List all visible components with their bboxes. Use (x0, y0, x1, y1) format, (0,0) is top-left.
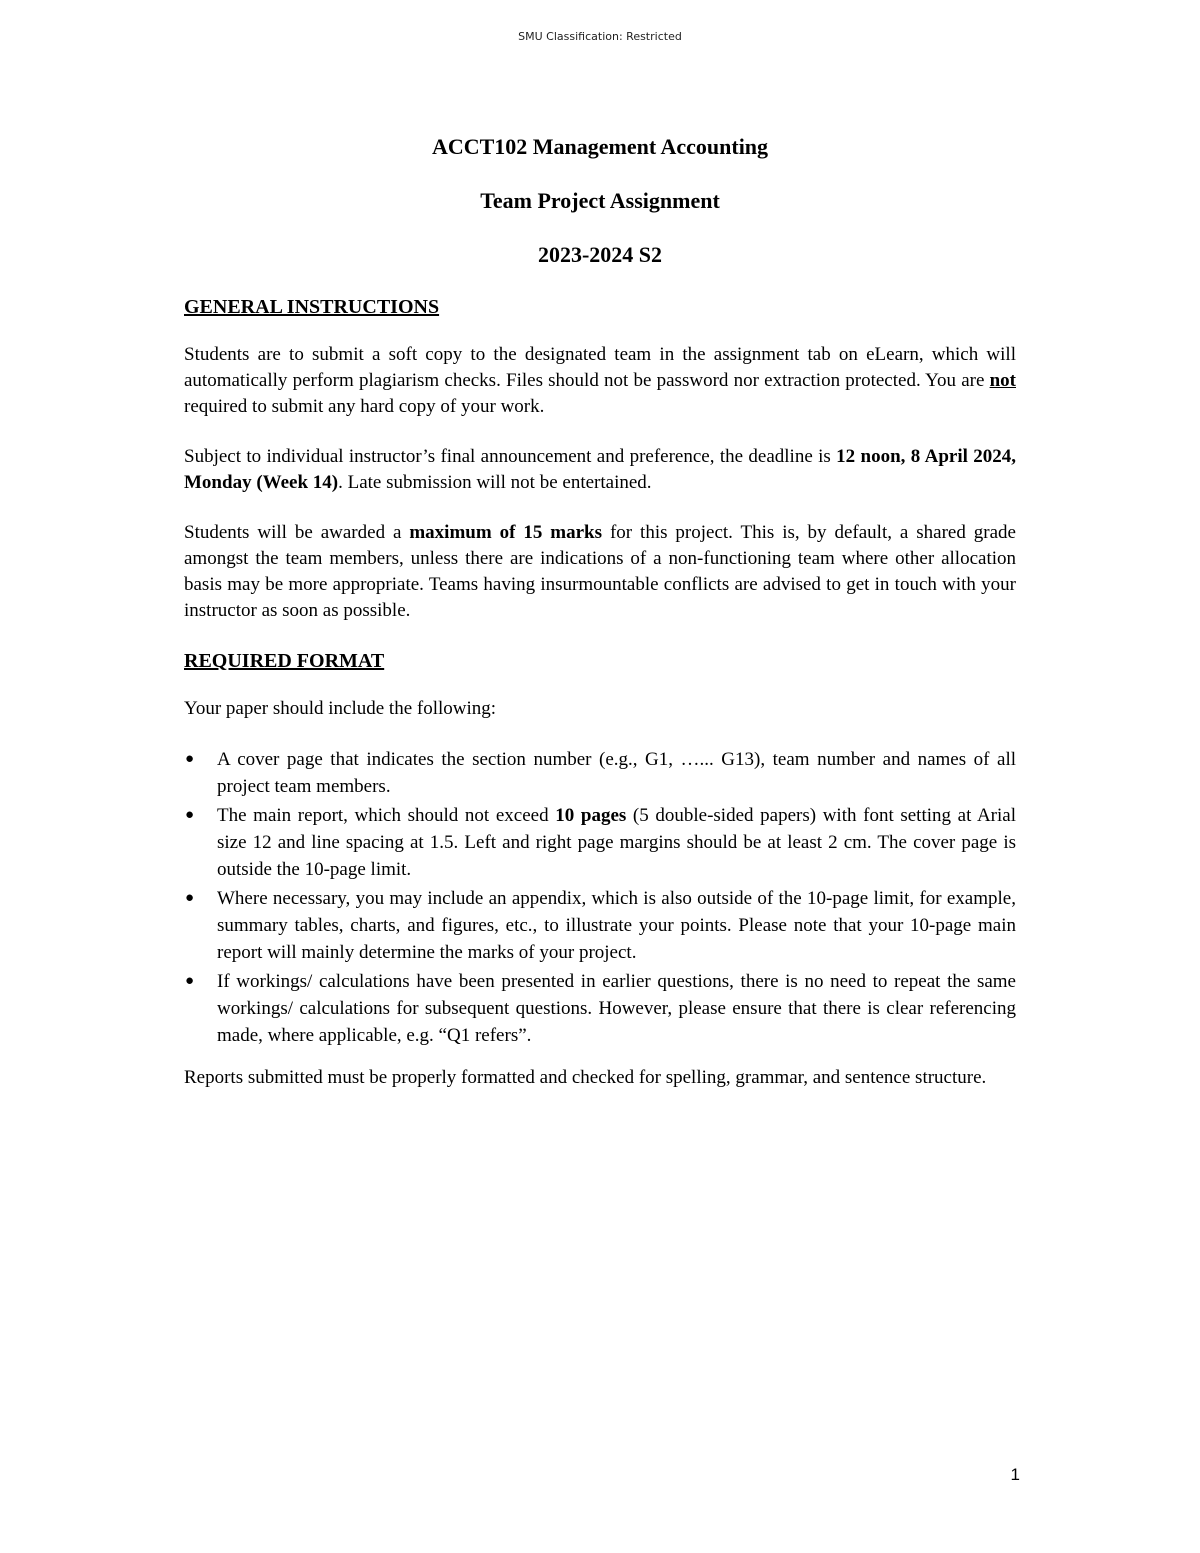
deadline-text: Subject to individual instructor’s final announcement and preference, the deadline is (184, 446, 837, 467)
list-item-text-end: (5 double-sided papers) with font setting at Arial size 12 and line spacing at 1.5. Left and right page margins should be at least 2 cm. The cover page is outside the 10-page limit. (217, 805, 1016, 880)
page-limit: 10 pages (555, 805, 627, 826)
term-title: 2023-2024 S2 (537, 242, 663, 267)
page-number: 1 (1010, 1465, 1020, 1484)
list-item-text: The main report, which should not exceed (217, 805, 556, 826)
emphasis-not: not (989, 370, 1016, 391)
bullet-icon: ● (185, 751, 195, 767)
list-item-text: Where necessary, you may include an appendix, which is also outside of the 10-page limit, for example, summary tables, charts, and figures, etc., to illustrate your points. Please note that your 10-page main report will mainly determine the marks of your project. (217, 888, 1016, 963)
marks-text: Students will be awarded a (184, 522, 410, 543)
bullet-icon: ● (185, 807, 195, 823)
classification-label: SMU Classification: Restricted (518, 30, 682, 43)
closing-paragraph: Reports submitted must be properly formatted and checked for spelling, grammar, and sentence structure. (184, 1067, 987, 1088)
deadline-date: 12 noon, 8 April 2024, Monday (Week 14) (184, 446, 1016, 493)
marks-text-end: for this project. This is, by default, a shared grade amongst the team members, unless there are indications of a non-functioning team where other allocation basis may be more appropriate. Teams having insurmountable conflicts are advised to get in touch with your instructor as soon as possible. (184, 522, 1016, 621)
required-format-heading: REQUIRED FORMAT (184, 650, 385, 672)
max-marks: maximum of 15 marks (409, 522, 603, 543)
submission-text-end: required to submit any hard copy of your work. (184, 396, 545, 417)
assignment-title: Team Project Assignment (480, 188, 720, 213)
list-item (184, 885, 1016, 966)
marks-paragraph (184, 520, 1016, 624)
bullet-icon: ● (185, 973, 195, 989)
deadline-text-end: . Late submission will not be entertained. (338, 472, 652, 493)
deadline-paragraph (184, 444, 1016, 496)
list-item (184, 968, 1016, 1049)
list-item (184, 802, 1016, 883)
submission-text: Students are to submit a soft copy to the designated team in the assignment tab on eLearn, which will automatically perform plagiarism checks. Files should not be password nor extraction protected. You are (184, 344, 1016, 391)
course-title: ACCT102 Management Accounting (431, 134, 769, 159)
list-item-text: A cover page that indicates the section number (e.g., G1, …... G13), team number and names of all project team members. (217, 749, 1016, 797)
general-instructions-heading: GENERAL INSTRUCTIONS (184, 296, 440, 318)
format-intro: Your paper should include the following: (184, 698, 497, 719)
document-body (184, 132, 1016, 1115)
submission-paragraph (184, 342, 1016, 420)
bullet-icon: ● (185, 890, 195, 906)
format-list (184, 746, 1016, 1049)
list-item-text: If workings/ calculations have been presented in earlier questions, there is no need to repeat the same workings/ calculations for subsequent questions. However, please ensure that there is clear referencing made, where applicable, e.g. “Q1 refers”. (217, 971, 1016, 1046)
list-item (184, 746, 1016, 800)
